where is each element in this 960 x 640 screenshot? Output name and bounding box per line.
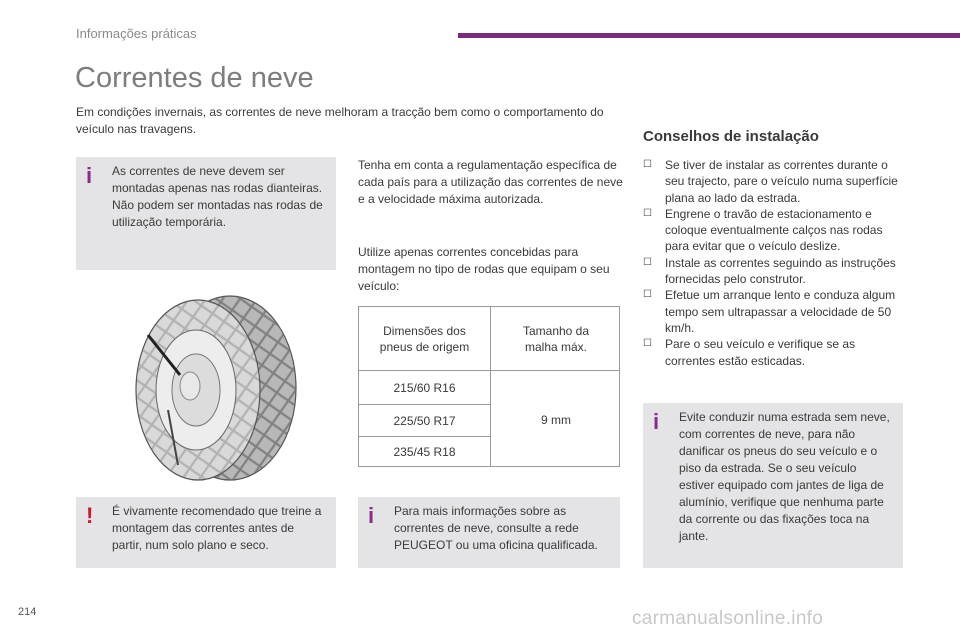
info-box-text: Evite conduzir numa estrada sem neve, com correntes de neve, para não danificar os pneus do seu veículo e o piso da estrada. Se o seu veículo estiver equipado com jantes de liga de alumínio, verifique que nenhuma parte da corrente ou das fixações toca na jante. — [679, 410, 890, 543]
list-item: ☐ Pare o seu veículo e verifique se as correntes estão esticadas. — [643, 337, 856, 368]
usage-text: Utilize apenas correntes concebidas para montagem no tipo de rodas que equipam o seu veículo: — [358, 245, 610, 293]
checkbox-icon: ☐ — [643, 207, 652, 219]
checkbox-icon: ☐ — [643, 256, 652, 268]
list-item: ☐ Se tiver de instalar as correntes durante o seu trajecto, pare o veículo numa superfície plana ao lado da estrada. — [643, 158, 898, 205]
list-item: ☐ Instale as correntes seguindo as instruções fornecidas pelo construtor. — [643, 255, 896, 287]
info-box-front-wheels — [76, 157, 336, 270]
table-cell-tire-size: 235/45 R18 — [393, 445, 456, 459]
table-header-tire-dimensions: Dimensões dos pneus de origem — [379, 324, 470, 354]
checkbox-icon: ☐ — [643, 289, 652, 301]
info-icon: i — [86, 163, 93, 188]
regulation-text: Tenha em conta a regulamentação específica de cada país para a utilização das correntes de neve e a velocidade máxima autorizada. — [358, 158, 623, 206]
info-box-text: As correntes de neve devem ser montadas apenas nas rodas dianteiras. Não podem ser montadas nas rodas de utilização temporária. — [112, 164, 323, 229]
checkbox-icon: ☐ — [643, 338, 652, 350]
table-cell-tire-size: 215/60 R16 — [393, 380, 456, 395]
watermark: carmanualsonline.info — [632, 608, 824, 629]
installation-steps-list — [643, 157, 905, 369]
intro-paragraph: Em condições invernais, as correntes de neve melhoram a tracção bem como o comportamento do veículo nas travagens. — [76, 105, 604, 136]
page-number: 214 — [18, 606, 37, 618]
info-box-text: Para mais informações sobre as correntes de neve, consulte a rede PEUGEOT ou uma oficina qualificada. — [394, 504, 598, 552]
installation-title: Conselhos de instalação — [643, 128, 819, 145]
table-header-mesh-size: Tamanho da malha máx. — [522, 324, 590, 354]
section-header: Informações práticas — [76, 26, 197, 41]
header-bar — [458, 33, 960, 38]
warning-box-practice — [76, 497, 336, 568]
info-icon: i — [368, 503, 375, 528]
list-item: ☐ Engrene o travão de estacionamento e coloque eventualmente calços nas rodas para evitar que o veículo deslize. — [643, 206, 883, 254]
warning-icon: ! — [86, 503, 94, 528]
page-title: Correntes de neve — [75, 62, 314, 94]
warning-box-text: É vivamente recomendado que treine a montagem das correntes antes de partir, num solo plano e seco. — [112, 504, 322, 552]
snow-chain-wheel-illustration — [118, 290, 298, 485]
tire-size-table — [358, 306, 620, 467]
info-box-peugeot — [358, 497, 620, 568]
table-cell-mesh-size: 9 mm — [541, 412, 571, 427]
info-icon: i — [653, 409, 660, 434]
info-box-alloy-rims — [643, 403, 903, 568]
checkbox-icon: ☐ — [643, 159, 652, 170]
table-cell-tire-size: 225/50 R17 — [393, 413, 456, 428]
list-item: ☐ Efetue um arranque lento e conduza algum tempo sem ultrapassar a velocidade de 50 km/h. — [643, 288, 896, 335]
